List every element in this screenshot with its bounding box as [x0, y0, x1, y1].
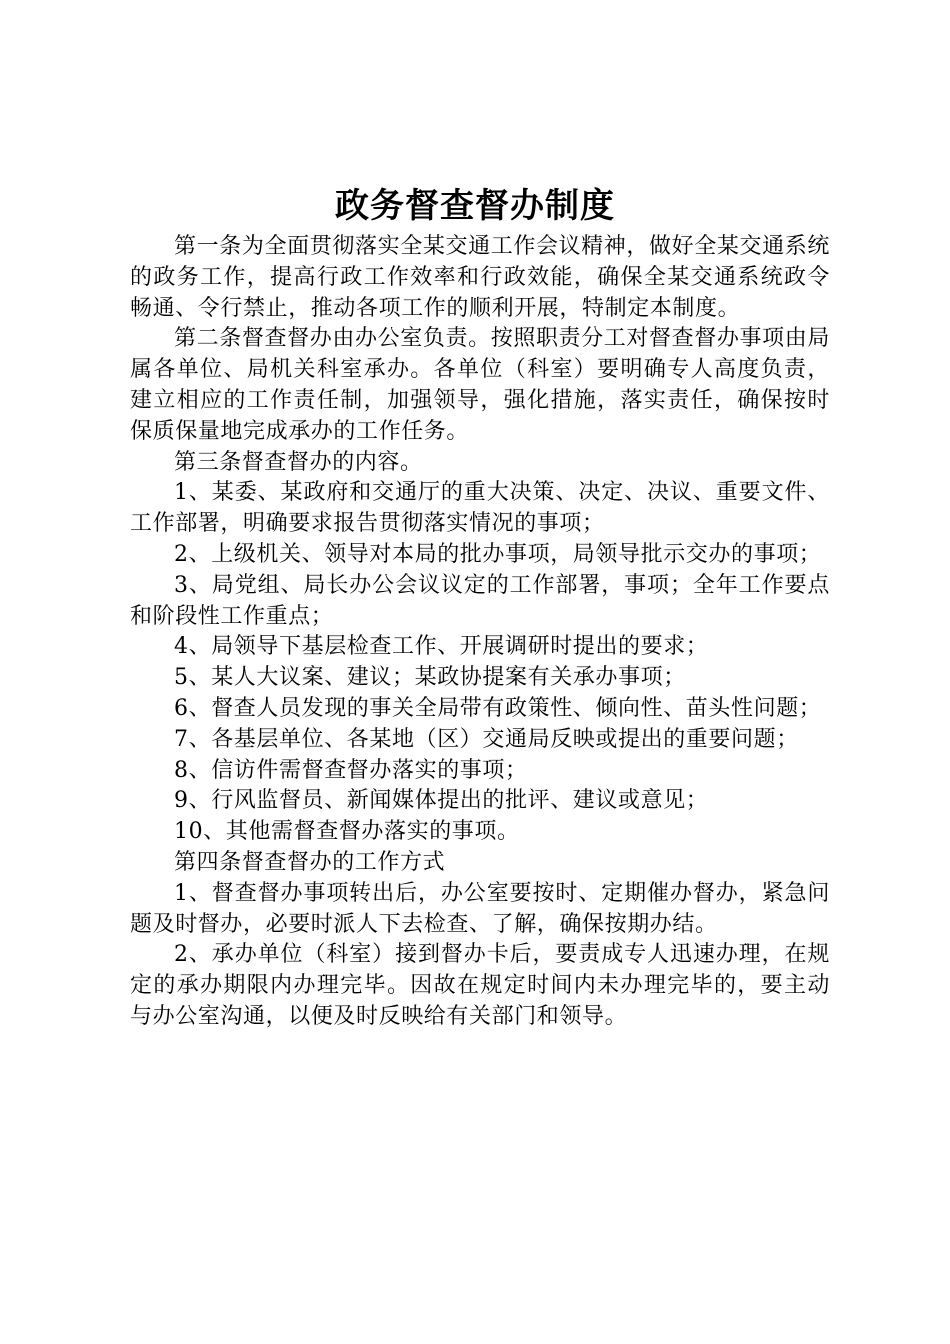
paragraph-item-8: 8、信访件需督查督办落实的事项； — [174, 757, 528, 783]
paragraph-item-6: 6、督查人员发现的事关全局带有政策性、倾向性、苗头性问题； — [174, 695, 822, 721]
paragraph-item-2: 2、上级机关、领导对本局的批办事项，局领导批示交办的事项； — [174, 541, 822, 567]
paragraph-item-4: 4、局领导下基层检查工作、开展调研时提出的要求； — [174, 634, 709, 660]
paragraph-item-7: 7、各基层单位、各某地（区）交通局反映或提出的重要问题； — [174, 726, 799, 752]
paragraph-item-9: 9、行风监督员、新闻媒体提出的批评、建议或意见； — [174, 788, 709, 814]
paragraph-item-5: 5、某人大议案、建议；某政协提案有关承办事项； — [174, 665, 686, 691]
paragraph-article-1: 第一条为全面贯彻落实全某交通工作会议精神，做好全某交通系统的政务工作，提高行政工作效率和行政效能，确保全某交通系统政令畅通、令行禁止，推动各项工作的顺利开展，特制定本制度。 — [130, 234, 830, 321]
paragraph-item-10: 10、其他需督查督办落实的事项。 — [174, 819, 520, 845]
document-title: 政务督查督办制度 — [335, 186, 615, 226]
paragraph-item-1: 1、某委、某政府和交通厅的重大决策、决定、决议、重要文件、工作部署，明确要求报告贯彻落实情况的事项； — [130, 480, 830, 537]
paragraph-method-2: 2、承办单位（科室）接到督办卡后，要责成专人迅速办理，在规定的承办期限内办理完毕。因故在规定时间内未办理完毕的，要主动与办公室沟通，以便及时反映给有关部门和领导。 — [130, 942, 830, 1029]
paragraph-article-4: 第四条督查督办的工作方式 — [174, 849, 446, 875]
document-body — [130, 232, 830, 1033]
paragraph-method-1: 1、督查督办事项转出后，办公室要按时、定期催办督办，紧急问题及时督办，必要时派人下去检查、了解，确保按期办结。 — [130, 880, 830, 937]
paragraph-article-2: 第二条督查督办由办公室负责。按照职责分工对督查督办事项由局属各单位、局机关科室承办。各单位（科室）要明确专人高度负责，建立相应的工作责任制，加强领导，强化措施，落实责任，确保按时保质保量地完成承办的工作任务。 — [130, 326, 830, 444]
paragraph-article-3: 第三条督查督办的内容。 — [174, 449, 423, 475]
paragraph-item-3: 3、局党组、局长办公会议议定的工作部署，事项；全年工作要点和阶段性工作重点； — [130, 572, 830, 629]
